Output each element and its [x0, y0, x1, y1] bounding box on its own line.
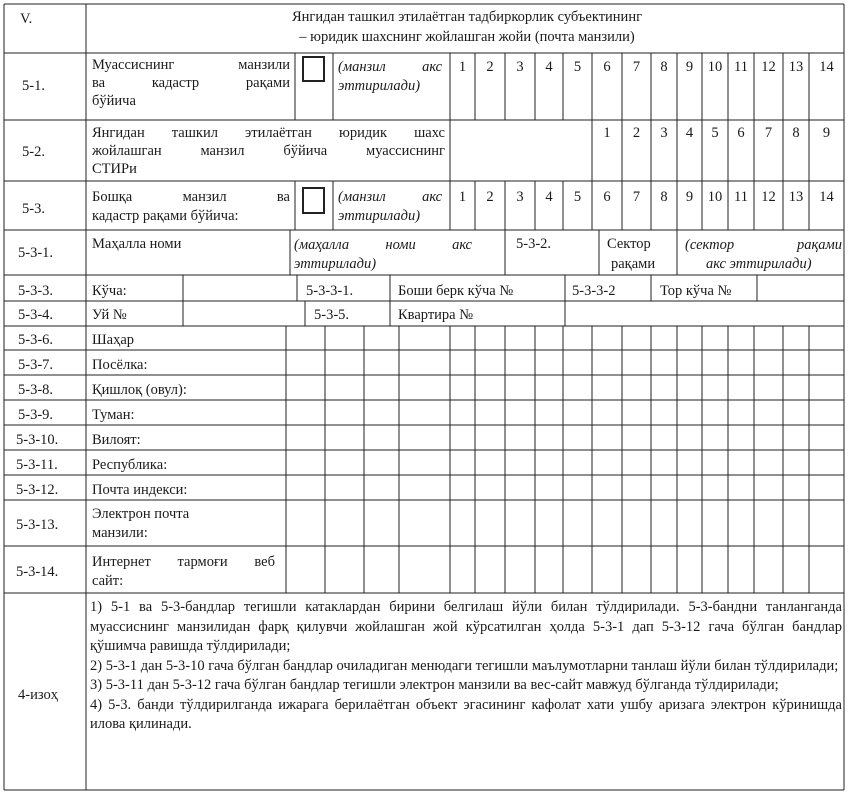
row-5-1-label-line-1: Муассиснинг манзили: [92, 57, 290, 73]
apartment-label: Квартира №: [398, 307, 474, 323]
row-5-2-label-line-3: СТИРи: [92, 161, 137, 177]
digit-cell-label: 6: [737, 125, 745, 141]
row-5-3-1-hint-line-1: (маҳалла номи акс: [294, 237, 472, 253]
sector-hint-line-1: (сектор рақами: [685, 237, 842, 253]
section-title-line-2: – юридик шахснинг жойлашган жойи (почта манзили): [299, 29, 635, 45]
row-5-3-8-code: 5-3-8.: [18, 382, 54, 398]
row-5-3-14-code: 5-3-14.: [16, 564, 59, 580]
digit-cell-label: 3: [660, 125, 668, 141]
digit-cell-label: 3: [516, 189, 524, 205]
sector-hint-line-2: акс эттирилади): [706, 256, 812, 272]
digit-cell-label: 1: [458, 59, 467, 75]
digit-cell-label: 8: [660, 59, 668, 75]
row-5-3-3-2-code: 5-3-3-2: [572, 283, 616, 299]
sector-label-line-2: рақами: [611, 256, 656, 272]
note-paragraph-2: 2) 5-3-1 дан 5-3-10 гача бўлган бандлар очиладиган менюдаги тегишли маълумотларни танлаш йўли билан тўлдирилади;: [90, 657, 839, 674]
row-5-3-14-label-line-1: Интернет тармоғи веб: [92, 554, 275, 570]
row-5-1-hint-line-1: (манзил акс: [338, 59, 442, 75]
section-title-line-1: Янгидан ташкил этилаётган тадбиркорлик субъектининг: [291, 9, 643, 25]
note-paragraph-3: 3) 5-3-11 дан 5-3-12 гача бўлган бандлар тегишли электрон манзили ва вес-сайт мавжуд бўлганда тўлдирилади;: [90, 677, 779, 693]
row-5-1-code: 5-1.: [22, 78, 45, 94]
sector-label-line-1: Сектор: [607, 236, 651, 252]
digit-cell-label: 13: [788, 59, 804, 75]
digit-cell-label: 9: [685, 189, 694, 205]
digit-cell-label: 5: [711, 125, 719, 141]
row-5-3-code: 5-3.: [22, 201, 45, 217]
row-5-2-code: 5-2.: [22, 144, 45, 160]
digit-cell-label: 6: [603, 189, 611, 205]
row-5-3-8-label: Қишлоқ (овул):: [92, 382, 187, 398]
digit-cell-label: 14: [819, 189, 834, 205]
digit-cell-label: 2: [486, 59, 494, 75]
row-5-1-checkbox[interactable]: [302, 56, 325, 82]
row-5-3-hint-line-1: (манзил акс: [338, 189, 442, 205]
row-5-3-6-code: 5-3-6.: [18, 332, 54, 348]
row-5-3-3-1-code: 5-3-3-1.: [306, 283, 354, 299]
digit-cell-label: 9: [822, 125, 831, 141]
row-5-3-13-label-line-2: манзили:: [92, 525, 148, 541]
note-paragraph-4: 4) 5-3. банди тўлдирилганда ижарага берилаётган объект эгасининг кафолат хати ушбу аризага электрон кўринишда илова қилинади.: [90, 696, 842, 732]
digit-cell-label: 12: [761, 189, 776, 205]
note-body: [90, 598, 842, 735]
row-5-3-7-label: Посёлка:: [92, 357, 148, 373]
digit-cell-label: 11: [734, 59, 748, 75]
row-5-3-4-label: Уй №: [92, 307, 127, 323]
digit-cell-label: 4: [685, 125, 694, 141]
row-5-1-label-line-2: ва кадастр рақами: [92, 75, 290, 91]
row-5-3-13-label-line-1: Электрон почта: [92, 506, 190, 522]
digit-cell-label: 9: [685, 59, 694, 75]
narrow-street-label: Тор кўча №: [660, 283, 732, 299]
digit-cell-label: 7: [632, 189, 641, 205]
digit-cell-label: 11: [734, 189, 748, 205]
digit-cell-label: 14: [819, 59, 834, 75]
row-5-3-1-label: Маҳалла номи: [92, 236, 182, 252]
row-5-3-3-label: Кўча:: [92, 283, 127, 299]
row-5-3-1-code: 5-3-1.: [18, 245, 54, 261]
row-5-2-label-line-1: Янгидан ташкил этилаётган юридик шахс: [92, 125, 445, 141]
row-5-3-11-label: Республика:: [92, 457, 168, 473]
row-5-3-label-line-2: кадастр рақами бўйича:: [92, 208, 239, 224]
digit-cell-label: 8: [792, 125, 800, 141]
row-5-3-10-label: Вилоят:: [92, 432, 141, 448]
row-5-3-7-code: 5-3-7.: [18, 357, 54, 373]
row-5-3-11-code: 5-3-11.: [16, 457, 58, 473]
dead-end-street-label: Боши берк кўча №: [398, 283, 514, 299]
note-paragraph-1: 1) 5-1 ва 5-3-бандлар тегишли катаклардан бирини белгилаш йўли билан тўлдирилади. 5-3-бандни танланганда муассиснинг манзилидан фарқ қилувчи жойлашган жой кўрсатилган ҳолда 5-3-1 дап 5-3-12 гача бўлган бандлар қўшимча равишда тўлдирилади;: [90, 599, 842, 654]
row-5-3-10-code: 5-3-10.: [16, 432, 59, 448]
digit-cell-label: 5: [573, 59, 582, 75]
digit-cell-label: 4: [545, 59, 553, 75]
row-5-3-12-code: 5-3-12.: [16, 482, 59, 498]
row-5-3-checkbox[interactable]: [302, 187, 325, 214]
row-5-3-2-code: 5-3-2.: [516, 236, 552, 252]
note-code: 4-изоҳ: [18, 687, 58, 703]
row-5-3-12-label: Почта индекси:: [92, 482, 188, 498]
row-5-3-6-label: Шаҳар: [92, 332, 134, 348]
digit-cell-label: 10: [707, 59, 723, 75]
digit-cell-label: 10: [707, 189, 723, 205]
digit-cell-label: 7: [632, 59, 641, 75]
digit-cell-label: 8: [660, 189, 668, 205]
digit-cell-label: 5: [573, 189, 582, 205]
section-number: V.: [20, 11, 33, 27]
row-5-2-label-line-2: жойлашган манзил бўйича муассиснинг: [92, 143, 445, 159]
row-5-3-4-code: 5-3-4.: [18, 307, 54, 323]
row-5-3-13-code: 5-3-13.: [16, 517, 59, 533]
digit-cell-label: 4: [545, 189, 553, 205]
row-5-3-hint-line-2: эттирилади): [338, 208, 421, 224]
row-5-3-14-label-line-2: сайт:: [92, 573, 124, 589]
digit-cell-label: 7: [764, 125, 773, 141]
digit-cell-label: 12: [761, 59, 776, 75]
row-5-3-9-code: 5-3-9.: [18, 407, 54, 423]
digit-cell-label: 3: [516, 59, 524, 75]
row-5-1-label-line-3: бўйича: [92, 93, 136, 109]
digit-cell-label: 6: [603, 59, 611, 75]
digit-cell-label: 1: [603, 125, 611, 141]
digit-cell-label: 1: [458, 189, 467, 205]
digit-cell-label: 2: [632, 125, 641, 141]
row-5-1-hint-line-2: эттирилади): [338, 78, 421, 94]
row-5-3-1-hint-line-2: эттирилади): [294, 256, 377, 272]
row-5-3-3-code: 5-3-3.: [18, 283, 54, 299]
digit-cell-label: 13: [788, 189, 804, 205]
row-5-3-5-code: 5-3-5.: [314, 307, 350, 323]
digit-cell-label: 2: [486, 189, 494, 205]
row-5-3-9-label: Туман:: [92, 407, 135, 423]
row-5-3-label-line-1: Бошқа манзил ва: [92, 189, 290, 205]
